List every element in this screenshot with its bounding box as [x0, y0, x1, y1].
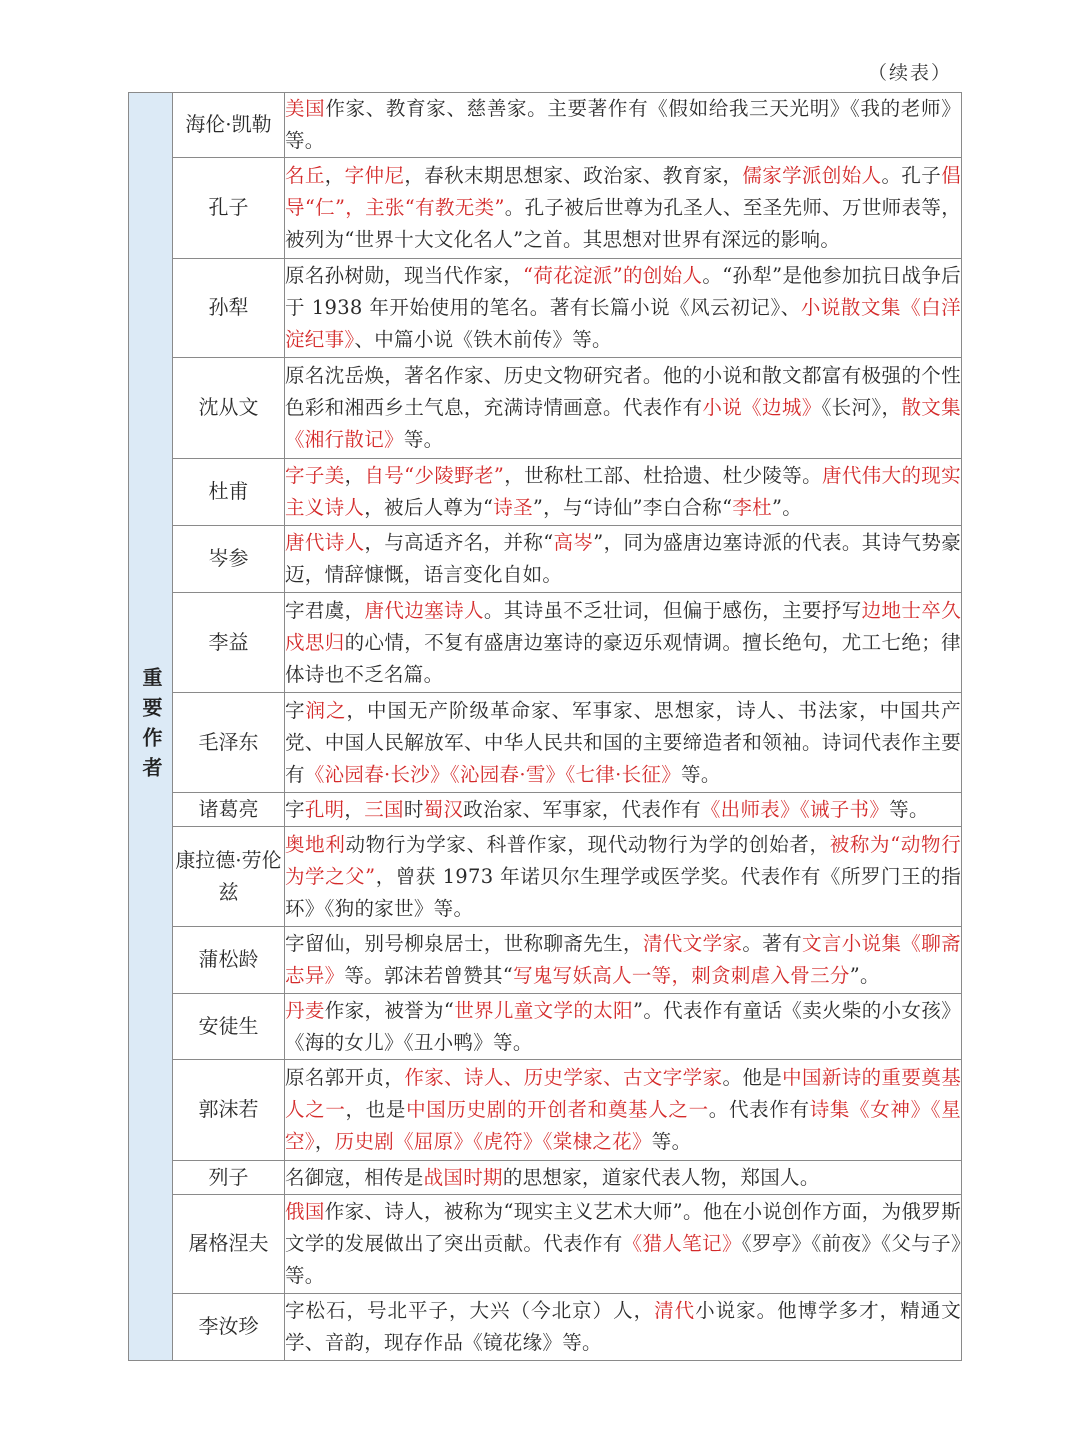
description-text: 《罗亭》《前夜》《父与子》等。 [285, 1232, 961, 1287]
highlighted-text: 中国新诗的重要奠基人之一 [285, 1066, 961, 1121]
highlighted-text: 历史剧《屈原》《虎符》《棠棣之花》 [334, 1130, 652, 1153]
description-text: ，春秋末期思想家、政治家、教育家， [404, 164, 743, 187]
description-text: 、中篇小说《铁木前传》等。 [354, 328, 612, 351]
highlighted-text: 润之 [305, 698, 347, 722]
description-text: 。他是 [722, 1066, 783, 1089]
table-row [129, 827, 962, 927]
category-label: 重要作者 [139, 666, 163, 787]
author-description [285, 1161, 962, 1195]
author-name: 毛泽东 [173, 693, 285, 793]
description-text: 字君虞， [285, 598, 365, 622]
description-text: 。孔子被后世尊为孔圣人、至圣先师、万世师表等，被列为“世界十大文化名人”之首。其思想对世界有深远的影响。 [285, 196, 961, 251]
highlighted-text: 三国 [364, 797, 404, 821]
continued-label: （续表） [867, 62, 952, 84]
table-row [129, 1060, 962, 1161]
description-text: 动物行为学家、科普作家，现代动物行为学的创始者， [345, 832, 830, 856]
highlighted-text: 李杜 [732, 496, 772, 519]
author-name: 岑参 [173, 526, 285, 593]
description-text: ”，同为盛唐边塞诗派的代表。其诗气势豪迈，情辞慷慨，语言变化自如。 [285, 531, 961, 586]
highlighted-text: 倡导“仁”，主张“有教无类” [285, 164, 961, 219]
author-description [285, 526, 962, 593]
description-text: 名御寇，相传是 [285, 1165, 424, 1189]
table-row [129, 793, 962, 827]
description-text: ，中国无产阶级革命家、军事家、思想家，诗人、书法家，中国共产党、中国人民解放军、中华人民共和国的主要缔造者和领袖。诗词代表作主要有 [285, 698, 961, 786]
highlighted-text: 清代 [654, 1299, 696, 1322]
description-text: ，曾获 1973 年诺贝尔生理学或医学奖。代表作有《所罗门王的指环》《狗的家世》等。 [285, 864, 961, 920]
highlighted-text: 散文集《湘行散记》 [285, 396, 961, 451]
table-row [129, 1161, 962, 1195]
author-name: 孔子 [173, 158, 285, 259]
highlighted-text: 诗圣 [493, 496, 533, 519]
table-row [129, 1294, 962, 1361]
description-text: ，被后人尊为“ [364, 496, 494, 519]
highlighted-text: 高岑 [553, 531, 594, 554]
author-description [285, 793, 962, 827]
highlighted-text: 被称为“动物行为学之父” [285, 832, 961, 888]
table-row [129, 93, 962, 158]
description-text: ， [314, 1130, 335, 1153]
description-text: 字留仙，别号柳泉居士，世称聊斋先生， [285, 932, 643, 955]
author-description [285, 927, 962, 994]
highlighted-text: 字仲尼 [344, 164, 405, 187]
description-text: ， [324, 164, 345, 187]
author-description [285, 358, 962, 459]
author-description [285, 459, 962, 526]
description-text: ”，与“诗仙”李白合称“ [532, 496, 733, 519]
author-name: 杜甫 [173, 459, 285, 526]
author-name: 蒲松龄 [173, 927, 285, 994]
description-text: 作家、诗人，被称为“现实主义艺术大师”。他在小说创作方面，为俄罗斯文学的发展做出了突出贡献。代表作有 [285, 1200, 961, 1255]
author-description [285, 259, 962, 358]
author-name: 诸葛亮 [173, 793, 285, 827]
highlighted-text: 中国历史剧的开创者和奠基人之一 [406, 1098, 709, 1121]
highlighted-text: 战国时期 [423, 1165, 503, 1189]
highlighted-text: 清代文学家 [642, 932, 743, 955]
highlighted-text: 诗集《女神》《星空》 [285, 1098, 961, 1153]
highlighted-text: 丹麦 [285, 998, 325, 1022]
highlighted-text: 文言小说集《聊斋志异》 [285, 932, 961, 987]
description-text: 作家、教育家、慈善家。主要著作有《假如给我三天光明》《我的老师》等。 [285, 97, 961, 152]
description-text: ”。代表作有童话《卖火柴的小女孩》《海的女儿》《丑小鸭》等。 [285, 998, 962, 1054]
description-text: 字 [285, 797, 305, 821]
author-name: 海伦·凯勒 [173, 93, 285, 158]
description-text: 。“孙犁”是他参加抗日战争后于 1938 年开始使用的笔名。著有长篇小说《风云初记》、 [285, 264, 961, 319]
highlighted-text: 孔明 [304, 797, 345, 821]
highlighted-text: 蜀汉 [423, 797, 464, 821]
highlighted-text: 美国 [285, 97, 326, 120]
description-text: ”。 [771, 496, 803, 519]
table-row [129, 158, 962, 259]
author-description [285, 827, 962, 927]
description-text: ，与高适齐名，并称“ [364, 531, 554, 554]
author-name: 沈从文 [173, 358, 285, 459]
description-text: 的心情，不复有盛唐边塞诗的豪迈乐观情调。擅长绝句，尤工七绝；律体诗也不乏名篇。 [285, 630, 961, 686]
highlighted-text: 唐代诗人 [285, 531, 365, 554]
description-text: 。代表作有 [708, 1098, 810, 1121]
highlighted-text: 世界儿童文学的太阳 [454, 998, 633, 1022]
highlighted-text: 边地士卒久戍思归 [285, 598, 961, 654]
description-text: ，世称杜工部、杜拾遗、杜少陵等。 [504, 464, 823, 487]
highlighted-text: 小说《边城》 [702, 396, 822, 419]
category-cell [129, 93, 173, 1361]
description-text: 。著有 [742, 932, 802, 955]
description-text: 字 [285, 698, 306, 722]
highlighted-text: 写鬼写妖高人一等，刺贪刺虐入骨三分 [513, 964, 850, 987]
author-name: 屠格涅夫 [173, 1195, 285, 1294]
table-row [129, 358, 962, 459]
description-text: 等。 [403, 428, 444, 451]
highlighted-text: “荷花淀派”的创始人 [523, 264, 703, 287]
description-text: 。其诗虽不乏壮词，但偏于感伤，主要抒写 [483, 598, 862, 622]
table-row [129, 593, 962, 693]
table-row [129, 1195, 962, 1294]
highlighted-text: 《沁园春·长沙》《沁园春·雪》《七律·长征》 [304, 762, 682, 786]
description-text: ， [344, 464, 365, 487]
table-row [129, 693, 962, 793]
author-description [285, 1060, 962, 1161]
highlighted-text: 俄国 [285, 1200, 325, 1223]
description-text: 《长河》， [821, 396, 902, 419]
author-description [285, 1294, 962, 1361]
highlighted-text: 《猎人笔记》 [622, 1232, 742, 1255]
table-row [129, 927, 962, 994]
table-row [129, 459, 962, 526]
author-description [285, 994, 962, 1060]
author-description [285, 158, 962, 259]
description-text: 时 [403, 797, 424, 821]
description-text: ，也是 [345, 1098, 407, 1121]
description-text: 等。 [651, 1130, 692, 1153]
highlighted-text: 唐代伟大的现实主义诗人 [285, 464, 961, 519]
description-text: 小说家。他博学多才，精通文学、音韵，现存作品《镜花缘》等。 [285, 1299, 961, 1354]
table-row [129, 259, 962, 358]
highlighted-text: 字子美 [285, 464, 345, 487]
authors-table [128, 92, 962, 1361]
description-text: 等。 [889, 797, 929, 821]
description-text: 等。郭沫若曾赞其“ [344, 964, 514, 987]
highlighted-text: 《出师表》《诫子书》 [700, 797, 890, 821]
highlighted-text: 自号“少陵野老” [364, 464, 505, 487]
description-text: 字松石，号北平子，大兴（今北京）人， [285, 1299, 655, 1322]
table-row [129, 526, 962, 593]
author-name: 李益 [173, 593, 285, 693]
highlighted-text: 儒家学派创始人 [742, 164, 882, 187]
author-description [285, 1195, 962, 1294]
description-text: 。孔子 [881, 164, 942, 187]
table-row [129, 994, 962, 1060]
description-text: 政治家、军事家，代表作有 [463, 797, 701, 821]
highlighted-text: 小说散文集《白洋淀纪事》 [285, 296, 961, 351]
author-description [285, 693, 962, 793]
description-text: 原名郭开贞， [285, 1066, 405, 1089]
description-text: ”。 [849, 964, 880, 987]
author-description [285, 93, 962, 158]
description-text: 的思想家，道家代表人物，郑国人。 [502, 1165, 820, 1189]
description-text: 等。 [681, 762, 721, 786]
description-text: 原名沈岳焕，著名作家、历史文物研究者。他的小说和散文都富有极强的个性色彩和湘西乡土气息，充满诗情画意。代表作有 [285, 364, 961, 419]
author-name: 孙犁 [173, 259, 285, 358]
author-name: 李汝珍 [173, 1294, 285, 1361]
description-text: ， [344, 797, 365, 821]
author-name: 康拉德·劳伦兹 [173, 827, 285, 927]
highlighted-text: 奥地利 [285, 832, 346, 856]
highlighted-text: 名丘 [285, 164, 325, 187]
author-name: 郭沫若 [173, 1060, 285, 1161]
description-text: 原名孙树勋，现当代作家， [285, 264, 524, 287]
author-name: 列子 [173, 1161, 285, 1195]
highlighted-text: 唐代边塞诗人 [364, 598, 484, 622]
description-text: 作家，被誉为“ [324, 998, 455, 1022]
author-name: 安徒生 [173, 994, 285, 1060]
author-description [285, 593, 962, 693]
highlighted-text: 作家、诗人、历史学家、古文字学家 [404, 1066, 723, 1089]
